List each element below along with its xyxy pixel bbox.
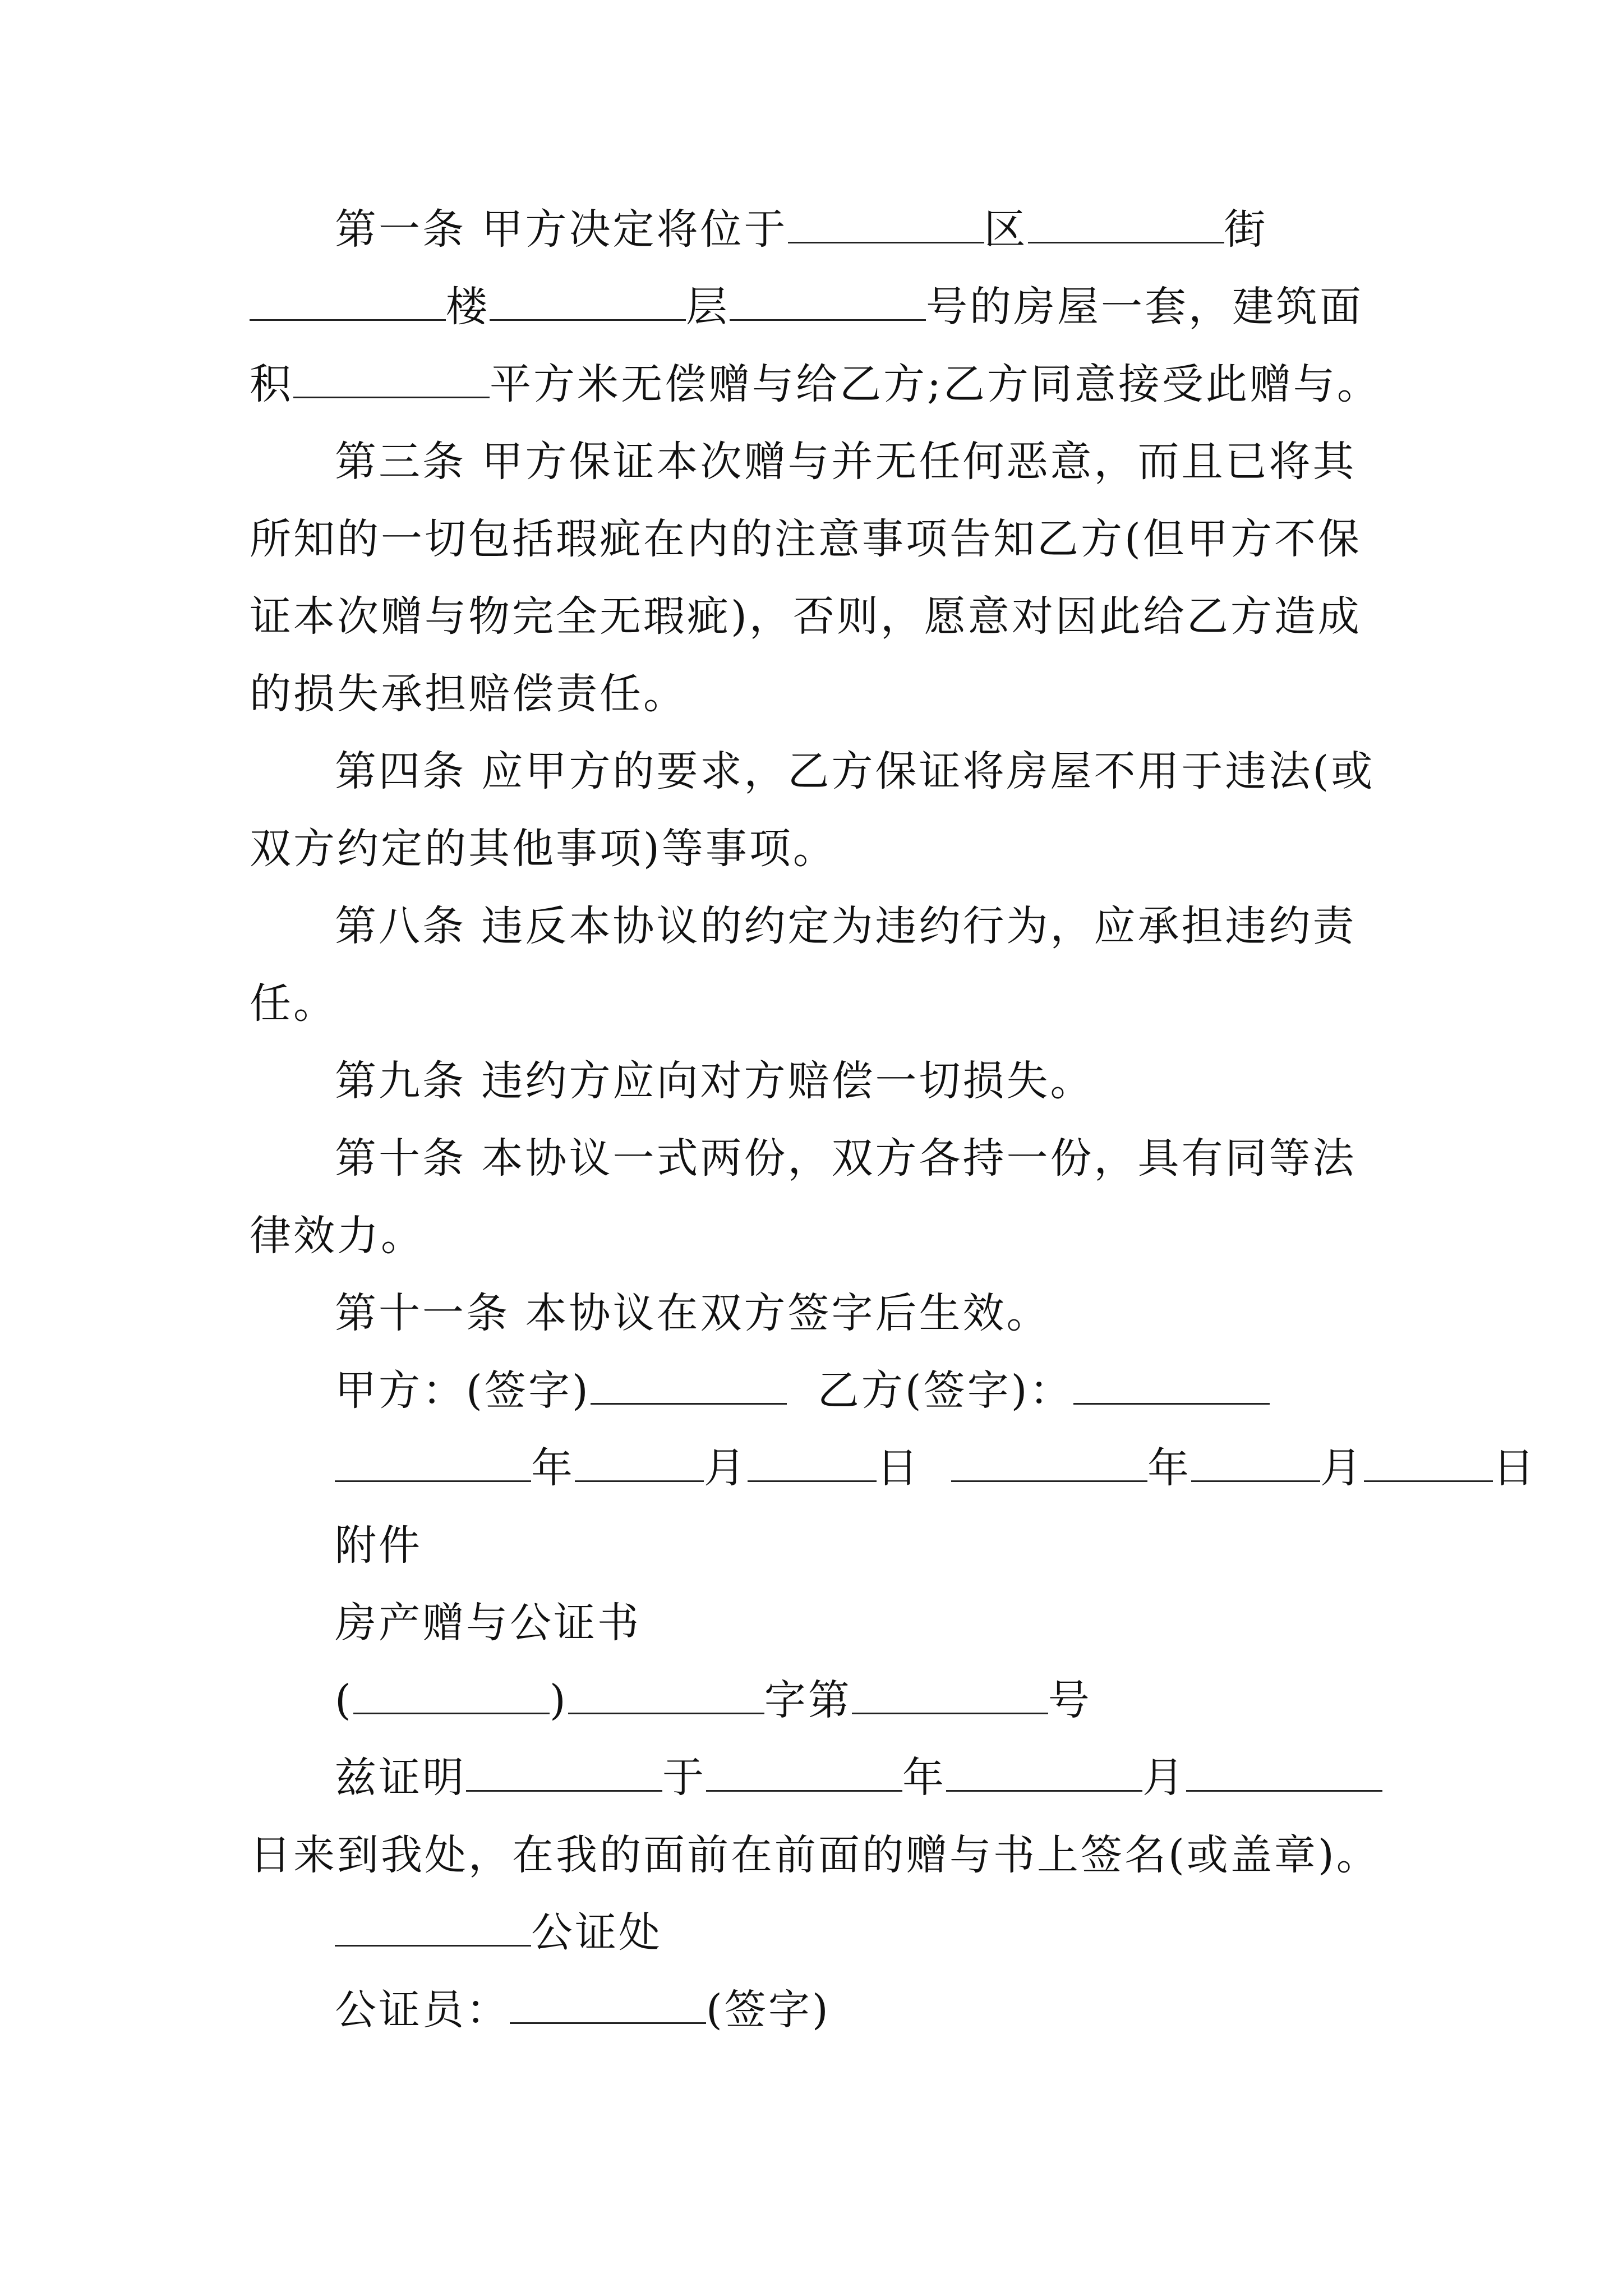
open-paren: ( — [335, 1676, 353, 1724]
certificate-title: 房产赠与公证书 — [335, 1599, 641, 1647]
cert-month-label: 月 — [1142, 1754, 1186, 1802]
district-label: 区 — [984, 205, 1028, 254]
month-b-label: 月 — [1320, 1444, 1364, 1492]
article-10: 第十条 本协议一式两份，双方各持一份，具有同等法律效力。 — [250, 1134, 1357, 1260]
certificate-body — [250, 1739, 1394, 1894]
notary-label: 公证员： — [335, 1986, 510, 2034]
party-a-label: 甲方：(签字) — [335, 1366, 591, 1415]
area-blank — [293, 357, 490, 398]
date-line — [250, 1429, 1537, 1507]
day-b-blank — [1364, 1441, 1493, 1482]
street-label: 街 — [1224, 205, 1268, 254]
day-a-blank — [748, 1441, 877, 1482]
party-b-signature-blank — [1073, 1364, 1270, 1405]
year-b-label: 年 — [1147, 1444, 1192, 1492]
cert-prefix-blank — [353, 1673, 550, 1714]
cert-word-blank — [568, 1673, 764, 1714]
certificate-number-line — [250, 1662, 1394, 1739]
notary-office-blank — [335, 1906, 531, 1947]
year-a-blank — [335, 1441, 531, 1482]
article-9: 第九条 违约方应向对方赔偿一切损失。 — [335, 1057, 1094, 1105]
building-blank — [250, 280, 446, 321]
year-a-label: 年 — [531, 1444, 575, 1492]
party-a-signature-blank — [591, 1364, 787, 1405]
certify-label: 兹证明 — [335, 1754, 466, 1802]
notary-signature-blank — [510, 1983, 706, 2024]
yu-label: 于 — [662, 1754, 706, 1802]
number-label: 号的房屋一套，建筑面积 — [250, 283, 1363, 408]
floor-label: 层 — [686, 283, 730, 331]
month-a-label: 月 — [704, 1444, 748, 1492]
area-label: 平方米无偿赠与给乙方;乙方同意接受此赠与。 — [490, 360, 1381, 408]
month-a-blank — [575, 1441, 704, 1482]
day-a-label: 日 — [877, 1444, 920, 1492]
street-blank — [1028, 203, 1224, 243]
notary-office-label: 公证处 — [531, 1908, 662, 1957]
zi-di-label: 字第 — [764, 1676, 852, 1724]
district-blank — [788, 203, 984, 243]
floor-blank — [490, 280, 686, 321]
person-blank — [466, 1751, 662, 1792]
article-3: 第三条 甲方保证本次赠与并无任何恶意，而且已将其所知的一切包括瑕疵在内的注意事项告知乙方(但甲方不保证本次赠与物完全无瑕疵)，否则，愿意对因此给乙方造成的损失承担赔偿责任。 — [250, 438, 1362, 718]
cert-year-label: 年 — [902, 1754, 946, 1802]
attachment-label: 附件 — [335, 1521, 422, 1570]
month-b-blank — [1191, 1441, 1320, 1482]
cert-day-blank — [1186, 1751, 1382, 1792]
article-11: 第十一条 本协议在双方签字后生效。 — [335, 1289, 1050, 1337]
article-4: 第四条 应甲方的要求，乙方保证将房屋不用于违法(或双方约定的其他事项)等事项。 — [250, 747, 1375, 873]
article-1-text: 第一条 甲方决定将位于 — [335, 205, 788, 254]
notary-office-line — [250, 1894, 1394, 1971]
article-1 — [250, 191, 1394, 423]
cert-year-blank — [706, 1751, 902, 1792]
signature-line — [250, 1352, 1394, 1429]
cert-body-rest: 日来到我处，在我的面前在前面的赠与书上签名(或盖章)。 — [250, 1831, 1380, 1879]
day-b-label: 日 — [1493, 1444, 1537, 1492]
cert-month-blank — [946, 1751, 1142, 1792]
document-body — [250, 191, 1537, 2049]
party-b-label: 乙方(签字)： — [817, 1366, 1073, 1415]
hao-label: 号 — [1048, 1676, 1092, 1724]
notary-line — [250, 1971, 1394, 2049]
article-8: 第八条 违反本协议的约定为违约行为，应承担违约责任。 — [250, 902, 1357, 1028]
close-paren: ) — [549, 1676, 568, 1724]
number-blank — [730, 280, 926, 321]
cert-number-blank — [852, 1673, 1048, 1714]
year-b-blank — [951, 1441, 1147, 1482]
building-label: 楼 — [446, 283, 490, 331]
notary-sign-label: (签字) — [706, 1986, 831, 2034]
